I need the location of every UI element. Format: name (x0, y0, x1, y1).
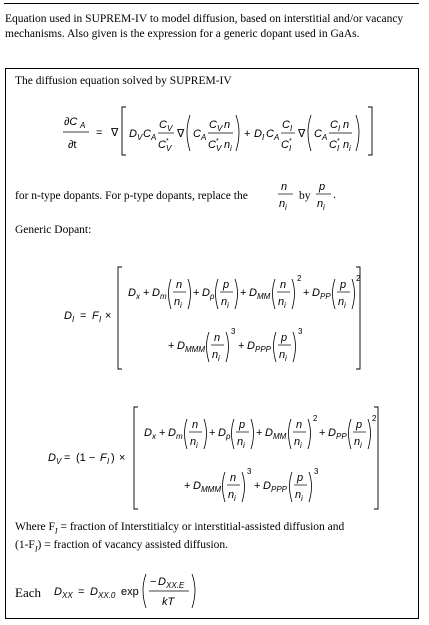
svg-text:=: = (96, 127, 103, 139)
svg-text:i: i (243, 441, 245, 450)
svg-text:n: n (279, 198, 286, 210)
top-rule (4, 3, 419, 4)
svg-text:D: D (193, 480, 201, 492)
svg-text:p: p (297, 472, 304, 484)
svg-text:n: n (278, 296, 285, 308)
svg-text:F: F (92, 310, 99, 322)
svg-text:A: A (274, 133, 280, 142)
svg-text:i: i (300, 441, 302, 450)
svg-text:I: I (289, 144, 292, 153)
svg-text:D: D (312, 287, 320, 299)
svg-text:x: x (152, 432, 156, 441)
svg-text:MMM: MMM (201, 485, 221, 494)
svg-text:+: + (303, 287, 310, 299)
svg-text:i: i (285, 203, 287, 212)
svg-text:V: V (167, 124, 173, 133)
svg-text:*: * (337, 138, 340, 145)
svg-text:PPP: PPP (255, 345, 272, 354)
svg-text:n: n (230, 472, 237, 484)
svg-text:(1 −: (1 − (76, 452, 96, 464)
svg-text:V: V (137, 133, 143, 142)
svg-text:+: + (240, 287, 247, 299)
svg-text:p: p (226, 432, 231, 441)
svg-text:*: * (216, 138, 219, 145)
svg-text:n: n (281, 181, 288, 193)
svg-text:+: + (254, 480, 261, 492)
svg-text:+: + (143, 287, 150, 299)
svg-text:C: C (329, 139, 337, 151)
svg-text:I: I (262, 133, 265, 142)
svg-text:i: i (301, 494, 303, 503)
diffusion-equation (56, 97, 376, 165)
svg-text:i: i (349, 144, 351, 153)
svg-text:=: = (64, 452, 71, 464)
svg-text:V: V (217, 124, 223, 133)
svg-text:2: 2 (356, 274, 361, 283)
svg-text:exp: exp (121, 586, 139, 598)
svg-text:): ) (111, 452, 115, 464)
svg-text:3: 3 (298, 327, 303, 336)
svg-text:=: = (80, 310, 87, 322)
DI-equation (56, 261, 376, 373)
svg-text:p: p (340, 279, 347, 291)
svg-text:V: V (216, 144, 222, 153)
svg-text:=: = (78, 586, 85, 598)
svg-text:∇: ∇ (298, 128, 306, 140)
svg-text:D: D (265, 427, 273, 439)
svg-text:D: D (128, 287, 136, 299)
svg-text:i: i (227, 301, 229, 310)
DXX-equation (52, 568, 222, 612)
equation-box (5, 68, 419, 619)
svg-text:+: + (244, 128, 251, 140)
ntype-note: for n-type dopants. For p-type dopants, replace the (15, 190, 248, 202)
svg-text:n: n (296, 419, 303, 431)
svg-text:i: i (230, 144, 232, 153)
svg-text:V: V (56, 457, 62, 466)
svg-text:i: i (285, 354, 287, 363)
svg-text:p: p (319, 181, 326, 193)
svg-text:PPP: PPP (271, 485, 288, 494)
svg-text:n: n (294, 436, 301, 448)
svg-text:I: I (337, 144, 340, 153)
svg-text:+: + (168, 340, 175, 352)
svg-text:D: D (263, 480, 271, 492)
svg-text:p: p (210, 292, 215, 301)
svg-text:D: D (158, 576, 166, 588)
svg-text:i: i (218, 354, 220, 363)
svg-text:×: × (119, 452, 126, 464)
svg-text:n: n (280, 279, 287, 291)
svg-text:C: C (281, 139, 289, 151)
svg-text:p: p (223, 279, 230, 291)
svg-text:i: i (344, 301, 346, 310)
svg-text:n: n (317, 198, 324, 210)
svg-text:m: m (160, 292, 167, 301)
svg-text:n: n (176, 279, 183, 291)
svg-text:+: + (159, 427, 166, 439)
svg-text:3: 3 (314, 467, 319, 476)
svg-text:2: 2 (372, 414, 377, 423)
svg-text:×: × (105, 310, 112, 322)
svg-text:n: n (237, 436, 244, 448)
svg-text:D: D (64, 310, 72, 322)
svg-text:p: p (356, 419, 363, 431)
by-word: by (299, 190, 311, 202)
svg-text:I: I (107, 457, 110, 466)
svg-text:p: p (281, 332, 288, 344)
svg-text:i: i (360, 441, 362, 450)
svg-text:n: n (190, 436, 197, 448)
svg-text:D: D (129, 128, 137, 140)
svg-text:n: n (338, 296, 345, 308)
intro-text: The diffusion equation solved by SUPREM-IV (15, 75, 232, 87)
svg-text:D: D (247, 340, 255, 352)
where-line-2: $(1-F_I)$ = fraction of vacancy assisted diffusion. (15, 539, 229, 554)
svg-text:V: V (166, 144, 172, 153)
svg-text:C: C (314, 128, 322, 140)
svg-text:C: C (208, 139, 216, 151)
each-label: Each (15, 585, 41, 600)
p-over-ni-fraction (314, 177, 340, 213)
svg-text:n: n (343, 139, 350, 151)
svg-text:C: C (209, 119, 217, 131)
svg-text:A: A (151, 133, 157, 142)
svg-text:C: C (158, 139, 166, 151)
svg-text:m: m (176, 432, 183, 441)
svg-text:C: C (330, 119, 338, 131)
svg-text:PP: PP (336, 432, 347, 441)
svg-text:n: n (295, 489, 302, 501)
svg-text:C: C (266, 128, 274, 140)
svg-text:i: i (323, 203, 325, 212)
svg-text:.: . (333, 189, 337, 201)
svg-text:i: i (284, 301, 286, 310)
svg-text:*: * (166, 138, 169, 145)
svg-text:+: + (209, 427, 216, 439)
svg-text:A: A (80, 121, 86, 130)
svg-text:n: n (212, 349, 219, 361)
svg-text:XX: XX (62, 591, 73, 600)
svg-text:D: D (177, 340, 185, 352)
svg-text:∂C: ∂C (64, 116, 78, 128)
svg-text:n: n (343, 119, 350, 131)
svg-text:i: i (196, 441, 198, 450)
svg-text:C: C (282, 119, 290, 131)
svg-text:n: n (214, 332, 221, 344)
svg-text:A: A (322, 133, 328, 142)
svg-text:2: 2 (297, 274, 302, 283)
svg-text:+: + (256, 427, 263, 439)
svg-text:D: D (328, 427, 336, 439)
svg-text:n: n (224, 139, 231, 151)
svg-text:I: I (338, 124, 341, 133)
svg-text:D: D (202, 287, 210, 299)
svg-text:D: D (144, 427, 152, 439)
svg-text:n: n (221, 296, 228, 308)
svg-text:MM: MM (273, 432, 287, 441)
svg-text:3: 3 (247, 467, 252, 476)
svg-text:XX.E: XX.E (166, 581, 185, 590)
svg-text:D: D (218, 427, 226, 439)
where-line-1: Where $F_I$ = fraction of Interstitialcy or interstitial-assisted diffusion and (15, 521, 345, 536)
svg-text:+: + (184, 480, 191, 492)
svg-text:3: 3 (231, 327, 236, 336)
svg-text:XX.0: XX.0 (98, 591, 116, 600)
svg-text:D: D (249, 287, 257, 299)
svg-text:∇: ∇ (177, 128, 185, 140)
svg-text:D: D (152, 287, 160, 299)
svg-text:+: + (319, 427, 326, 439)
svg-text:D: D (254, 128, 262, 140)
svg-text:∂t: ∂t (68, 139, 77, 151)
svg-text:I: I (72, 315, 75, 324)
svg-text:n: n (192, 419, 199, 431)
svg-text:p: p (239, 419, 246, 431)
svg-text:I: I (290, 124, 293, 133)
svg-text:F: F (100, 452, 107, 464)
svg-text:I: I (99, 315, 102, 324)
svg-text:MMM: MMM (185, 345, 205, 354)
figure-caption: Equation used in SUPREM-IV to model diffusion, based on interstitial and/or vacancy mechanisms. Also given is the expression for a generic dopant used in GaAs. (5, 13, 404, 40)
svg-text:n: n (224, 119, 231, 131)
svg-text:∇: ∇ (111, 127, 119, 139)
svg-text:−: − (150, 576, 157, 588)
svg-text:C: C (143, 128, 151, 140)
svg-text:C: C (159, 119, 167, 131)
svg-text:n: n (174, 296, 181, 308)
n-over-ni-fraction (276, 177, 296, 213)
svg-text:PP: PP (320, 292, 331, 301)
generic-dopant-label: Generic Dopant: (15, 224, 92, 236)
svg-text:+: + (238, 340, 245, 352)
svg-text:kT: kT (162, 596, 175, 608)
svg-text:A: A (201, 133, 207, 142)
svg-text:x: x (136, 292, 140, 301)
svg-text:+: + (193, 287, 200, 299)
svg-text:i: i (234, 494, 236, 503)
svg-text:n: n (354, 436, 361, 448)
svg-text:D: D (168, 427, 176, 439)
svg-text:MM: MM (257, 292, 271, 301)
svg-text:D: D (90, 586, 98, 598)
svg-text:n: n (228, 489, 235, 501)
svg-text:C: C (193, 128, 201, 140)
svg-text:D: D (54, 586, 62, 598)
DV-equation (44, 401, 394, 513)
svg-text:*: * (289, 138, 292, 145)
svg-text:i: i (180, 301, 182, 310)
svg-text:D: D (48, 452, 56, 464)
svg-text:2: 2 (313, 414, 318, 423)
svg-text:n: n (279, 349, 286, 361)
